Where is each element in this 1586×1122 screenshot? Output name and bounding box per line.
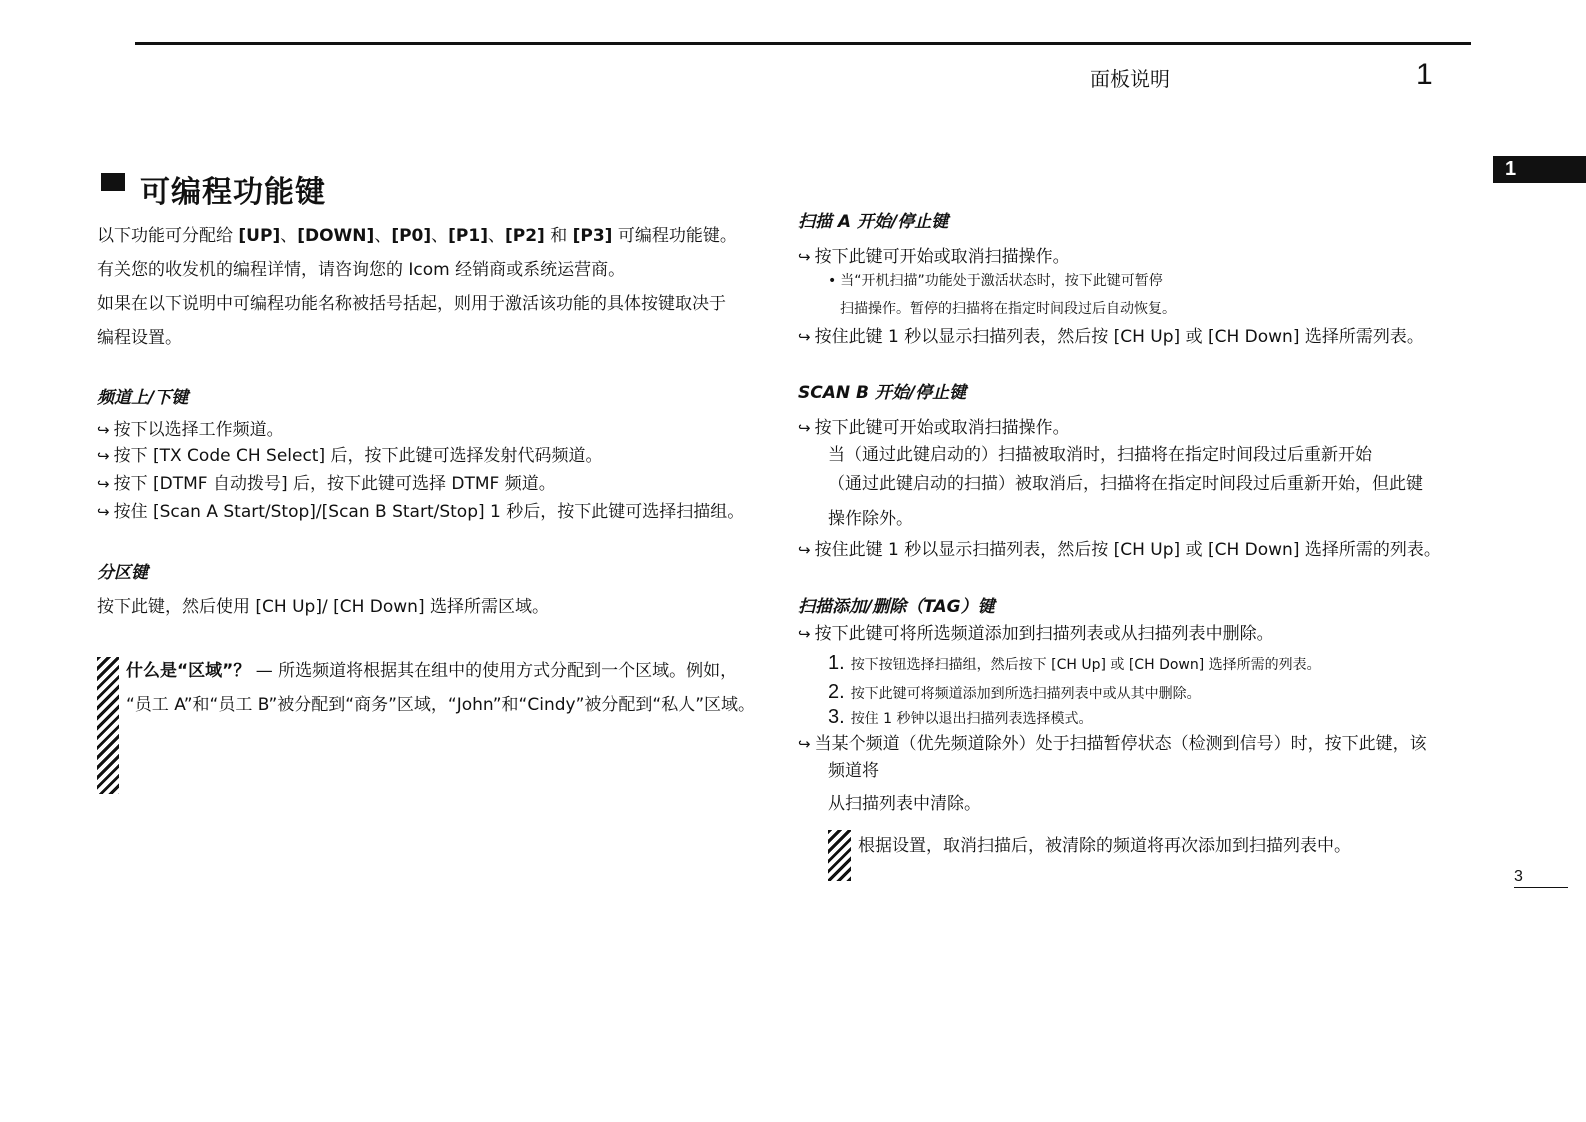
list-item: ↪ 按下此键可开始或取消扫描操作。 [798, 418, 1070, 438]
step-item: 3. 按住 1 秒钟以退出扫描列表选择模式。 [828, 706, 1093, 728]
channel-updown-heading: 频道上/下键 [97, 388, 189, 408]
bullet-icon: • [828, 273, 837, 289]
arrow-icon: ↪ [798, 735, 811, 753]
section-square-icon [101, 173, 125, 191]
list-item: ↪ 按住 [Scan A Start/Stop]/[Scan B Start/Stop] 1 秒后，按下此键可选择扫描组。 [97, 502, 745, 522]
list-item: ↪ 按下 [DTMF 自动拨号] 后，按下此键可选择 DTMF 频道。 [97, 474, 556, 494]
note-hatch-icon [828, 830, 851, 881]
intro-line-3: 如果在以下说明中可编程功能名称被括号括起，则用于激活该功能的具体按键取决于 [97, 294, 726, 314]
list-item: ↪ 按下 [TX Code CH Select] 后，按下此键可选择发射代码频道。 [97, 446, 603, 466]
arrow-icon: ↪ [798, 248, 811, 266]
step-item: 1. 按下按钮选择扫描组，然后按下 [CH Up] 或 [CH Down] 选择所需的列表。 [828, 652, 1321, 674]
zone-key-text: 按下此键，然后使用 [CH Up]/ [CH Down] 选择所需区域。 [97, 597, 549, 617]
note-hatch-icon [97, 657, 119, 794]
scan-b-note-line-3: 操作除外。 [828, 509, 913, 529]
page-number-rule [1514, 887, 1568, 888]
side-chapter-tab [1493, 156, 1586, 183]
arrow-icon: ↪ [798, 328, 811, 346]
header-rule [135, 42, 1471, 45]
scan-tag-item2-line-3: 从扫描列表中清除。 [828, 794, 981, 814]
list-item: ↪ 按住此键 1 秒以显示扫描列表，然后按 [CH Up] 或 [CH Down] 选择所需的列表。 [798, 540, 1441, 560]
scan-tag-heading: 扫描添加/删除（TAG）键 [798, 597, 995, 617]
intro-line-4: 编程设置。 [97, 328, 182, 348]
scan-tag-item2-line-2: 频道将 [828, 761, 879, 781]
arrow-icon: ↪ [97, 503, 110, 521]
zone-note-line-2: “员工 A”和“员工 B”被分配到“商务”区域，“John”和“Cindy”被分配到“私人”区域。 [126, 695, 756, 715]
list-item: ↪ 按下此键可将所选频道添加到扫描列表或从扫描列表中删除。 [798, 624, 1274, 644]
arrow-icon: ↪ [798, 625, 811, 643]
scan-b-note-line-2: （通过此键启动的扫描）被取消后，扫描将在指定时间段过后重新开始，但此键 [828, 474, 1423, 494]
scan-b-heading: SCAN B 开始/停止键 [798, 383, 967, 403]
arrow-icon: ↪ [97, 475, 110, 493]
scan-b-note-line-1: 当（通过此键启动的）扫描被取消时，扫描将在指定时间段过后重新开始 [828, 445, 1372, 465]
arrow-icon: ↪ [97, 421, 110, 439]
chapter-title: 面板说明 [1090, 67, 1170, 91]
scan-tag-note: 根据设置，取消扫描后，被清除的频道将再次添加到扫描列表中。 [858, 836, 1351, 856]
list-item: ↪ 按下以选择工作频道。 [97, 420, 284, 440]
intro-line-2: 有关您的收发机的编程详情，请咨询您的 Icom 经销商或系统运营商。 [97, 260, 626, 280]
list-item: ↪ 按下此键可开始或取消扫描操作。 [798, 247, 1070, 267]
chapter-number: 1 [1416, 58, 1433, 91]
scan-a-bullet-line-2: 扫描操作。暂停的扫描将在指定时间段过后自动恢复。 [840, 301, 1176, 317]
scan-a-bullet-line-1: • 当“开机扫描”功能处于激活状态时，按下此键可暂停 [828, 273, 1163, 289]
arrow-icon: ↪ [798, 419, 811, 437]
zone-key-heading: 分区键 [97, 563, 148, 583]
arrow-icon: ↪ [798, 541, 811, 559]
arrow-icon: ↪ [97, 447, 110, 465]
scan-a-heading: 扫描 A 开始/停止键 [798, 212, 949, 232]
step-item: 2. 按下此键可将频道添加到所选扫描列表中或从其中删除。 [828, 681, 1201, 703]
side-tab-label: 1 [1505, 158, 1517, 180]
list-item: ↪ 当某个频道（优先频道除外）处于扫描暂停状态（检测到信号）时，按下此键，该 [798, 734, 1427, 754]
section-title: 可编程功能键 [140, 175, 326, 210]
page-number: 3 [1514, 868, 1523, 885]
list-item: ↪ 按住此键 1 秒以显示扫描列表，然后按 [CH Up] 或 [CH Down] 选择所需列表。 [798, 327, 1424, 347]
intro-line-1: 以下功能可分配给 [UP]、[DOWN]、[P0]、[P1]、[P2] 和 [P3] 可编程功能键。 [97, 226, 737, 246]
zone-note-line-1: 什么是“区域”？ — 所选频道将根据其在组中的使用方式分配到一个区域。例如， [126, 661, 738, 681]
